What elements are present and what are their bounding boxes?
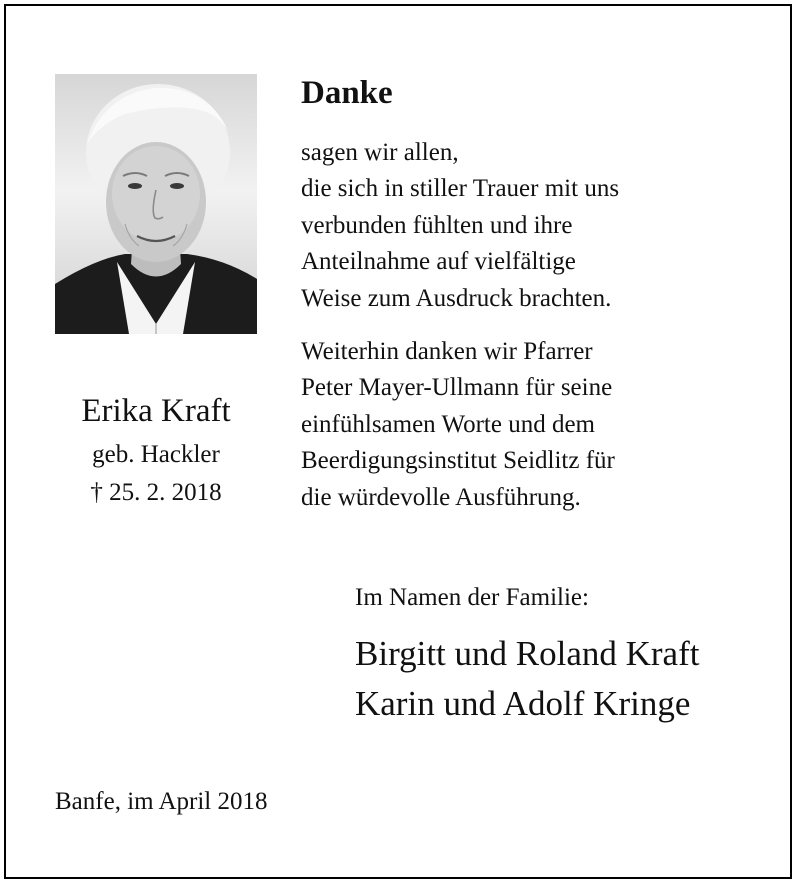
text-line: die würdevolle Ausführung. [301,483,581,511]
family-intro: Im Namen der Familie: [355,584,589,611]
thanks-heading: Danke [301,75,393,111]
thanks-paragraph-1 [301,135,619,317]
maiden-name: geb. Hackler [92,441,220,468]
deceased-name: Erika Kraft [81,393,231,429]
text-line: die sich in stiller Trauer mit uns [301,175,620,203]
place-date: Banfe, im April 2018 [55,788,268,815]
text-line: Weise zum Ausdruck brachten. [301,284,612,312]
text-line: verbunden fühlten und ihre [301,211,573,239]
text-line: Weiterhin danken wir Pfarrer [301,338,593,365]
family-signature-1: Birgitt und Roland Kraft [355,634,700,673]
thanks-paragraph-2 [301,334,615,516]
text-line: Anteilnahme auf vielfältige [301,248,576,276]
text-line: einfühlsamen Worte und dem [301,410,595,438]
text-line: sagen wir allen, [301,139,459,166]
text-line: Beerdigungsinstitut Seidlitz für [301,447,615,475]
text-line: Peter Mayer-Ullmann für seine [301,374,613,402]
family-signature-2: Karin und Adolf Kringe [355,684,691,723]
death-date: † 25. 2. 2018 [90,479,222,506]
portrait-photo [55,74,257,334]
